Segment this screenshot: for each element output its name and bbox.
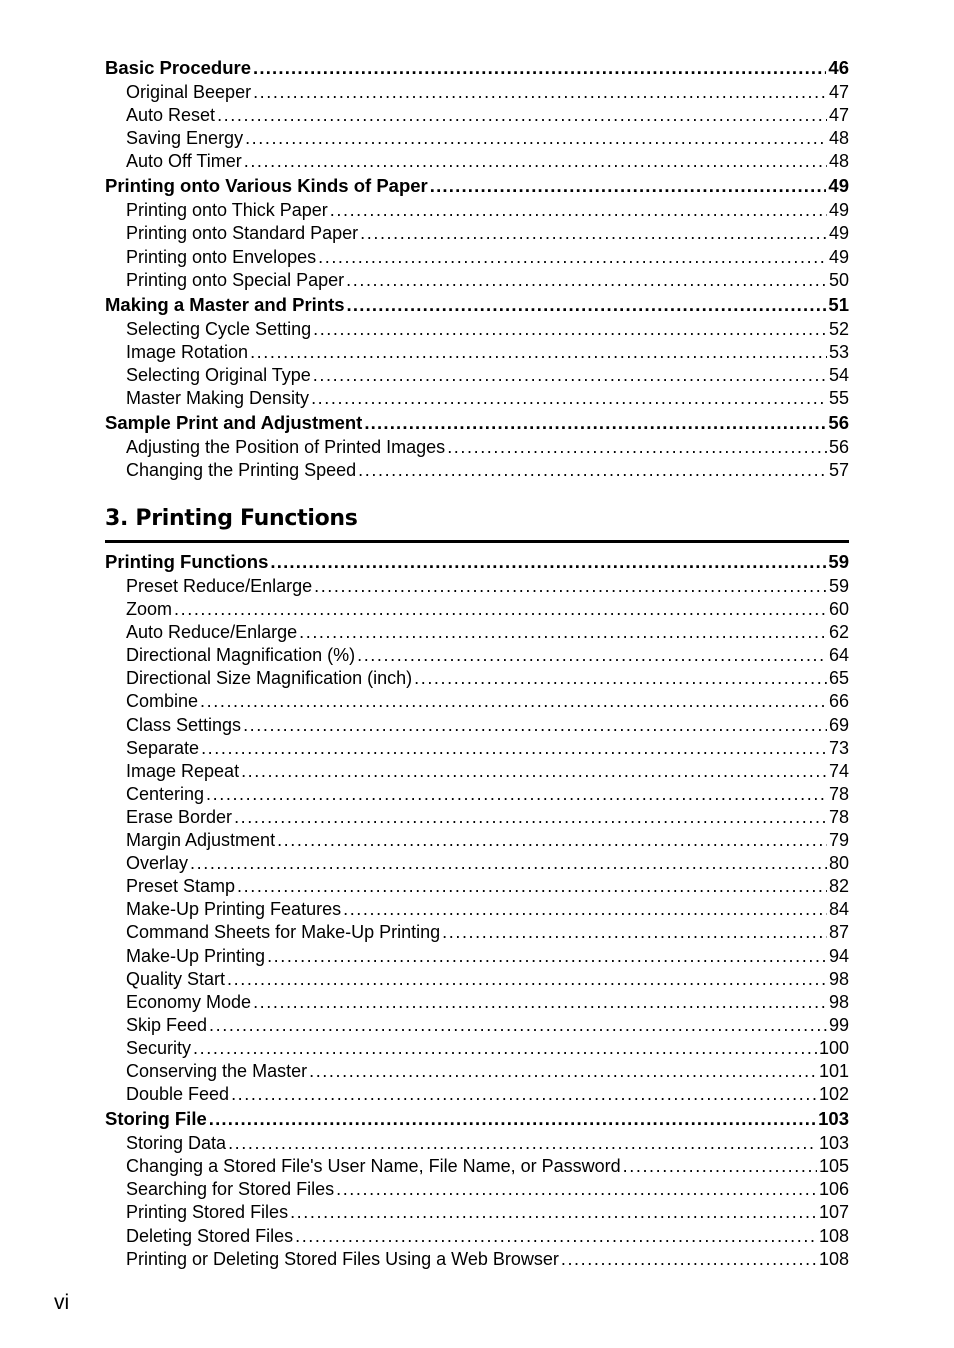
dot-leader [267,945,827,968]
dot-leader [313,364,827,387]
dot-leader [237,875,827,898]
toc-entry-master-making-density[interactable] [105,387,849,410]
toc-entry-command-sheets-for-make-up-printing[interactable] [105,921,849,944]
toc-entry-page: 51 [828,293,849,315]
toc-entry-label: Conserving the Master [126,1060,308,1081]
dot-leader [343,898,827,921]
toc-entry-label: Printing or Deleting Stored Files Using a Web Browser [126,1248,559,1269]
toc-entry-label: Auto Off Timer [126,151,242,172]
dot-leader [253,55,826,81]
toc-entry-economy-mode[interactable] [105,991,849,1014]
toc-entry-label: Directional Size Magnification (inch) [126,668,413,689]
toc-entry-changing-the-printing-speed[interactable] [105,459,849,482]
toc-entry-page: 62 [828,622,849,643]
dot-leader [253,81,827,104]
dot-leader [228,1132,817,1155]
toc-entry-label: Directional Magnification (%) [126,645,356,666]
toc-entry-label: Image Rotation [126,341,249,362]
toc-entry-label: Making a Master and Prints [105,293,345,315]
dot-leader [430,173,827,199]
toc-entry-directional-size-magnification-inch[interactable] [105,667,849,690]
dot-leader [442,921,827,944]
toc-entry-image-repeat[interactable] [105,760,849,783]
toc-entry-page: 49 [828,246,849,267]
dot-leader [299,621,827,644]
toc-entry-page: 74 [828,760,849,781]
toc-entry-label: Printing onto Standard Paper [126,223,359,244]
toc-entry-label: Adjusting the Position of Printed Images [126,437,446,458]
toc-entry-label: Sample Print and Adjustment [105,412,363,434]
toc-entry-label: Printing onto Special Paper [126,269,345,290]
dot-leader [231,1083,817,1106]
toc-entry-overlay[interactable] [105,852,849,875]
toc-entry-label: Auto Reduce/Enlarge [126,622,298,643]
toc-section-basic-operations [105,55,849,482]
toc-entry-page: 79 [828,830,849,851]
toc-entry-page: 99 [828,1014,849,1035]
dot-leader [253,991,827,1014]
toc-entry-page: 47 [828,82,849,102]
dot-leader [277,829,827,852]
toc-entry-label: Storing File [105,1108,207,1130]
dot-leader [309,1060,817,1083]
toc-entry-page: 47 [828,105,849,126]
toc-entry-label: Saving Energy [126,128,244,149]
toc-heading-storing-file[interactable] [105,1106,849,1132]
toc-entry-label: Overlay [126,853,189,874]
dot-leader [623,1155,817,1178]
dot-leader [311,387,827,410]
toc-entry-page: 105 [818,1156,849,1177]
toc-entry-label: Security [126,1037,192,1058]
toc-entry-page: 65 [828,668,849,689]
toc-entry-printing-onto-envelopes[interactable] [105,246,849,269]
toc-entry-label: Make-Up Printing [126,945,266,966]
dot-leader [250,341,827,364]
toc-entry-skip-feed[interactable] [105,1014,849,1037]
toc-entry-page: 57 [828,460,849,481]
toc-entry-page: 49 [828,200,849,221]
dot-leader [241,760,827,783]
toc-entry-preset-reduce-enlarge[interactable] [105,575,849,598]
toc-entry-label: Selecting Cycle Setting [126,318,312,339]
toc-section-printing-functions [105,549,849,1271]
dot-leader [561,1248,817,1271]
dot-leader [358,459,827,482]
toc-entry-page: 107 [818,1202,849,1223]
toc-entry-page: 78 [828,783,849,804]
dot-leader [227,968,827,991]
toc-entry-page: 60 [828,599,849,620]
dot-leader [290,1201,817,1224]
toc-entry-page: 46 [828,57,849,78]
toc-entry-page: 103 [818,1133,849,1154]
toc-entry-searching-for-stored-files[interactable] [105,1178,849,1201]
toc-entry-auto-reset[interactable] [105,104,849,127]
toc-entry-separate[interactable] [105,737,849,760]
toc-entry-label: Erase Border [126,806,233,827]
toc-entry-label: Centering [126,783,205,804]
dot-leader [447,436,827,459]
toc-entry-auto-off-timer[interactable] [105,150,849,173]
toc-entry-make-up-printing[interactable] [105,945,849,968]
dot-leader [295,1225,817,1248]
dot-leader [193,1037,817,1060]
toc-entry-quality-start[interactable] [105,968,849,991]
toc-entry-label: Master Making Density [126,388,310,409]
dot-leader [209,1014,827,1037]
toc-entry-label: Storing Data [126,1133,227,1154]
toc-entry-label: Zoom [126,599,173,620]
dot-leader [217,104,827,127]
dot-leader [414,667,827,690]
dot-leader [200,690,827,713]
toc-entry-label: Image Repeat [126,760,240,781]
toc-entry-image-rotation[interactable] [105,341,849,364]
toc-entry-page: 49 [828,175,849,197]
dot-leader [190,852,827,875]
toc-entry-label: Changing a Stored File's User Name, File Name, or Password [126,1156,621,1177]
toc-entry-page: 87 [828,922,849,943]
toc-heading-printing-onto-various-kinds-of-paper[interactable] [105,173,849,199]
toc-entry-selecting-cycle-setting[interactable] [105,318,849,341]
dot-leader [357,644,827,667]
dot-leader [244,150,827,173]
toc-entry-label: Original Beeper [126,82,252,102]
toc-entry-security[interactable] [105,1037,849,1060]
toc-entry-page: 100 [818,1037,849,1058]
toc-entry-label: Basic Procedure [105,57,252,78]
toc-entry-page: 82 [828,876,849,897]
toc-entry-label: Margin Adjustment [126,830,276,851]
toc-entry-page: 106 [818,1179,849,1200]
toc-entry-printing-or-deleting-stored-files-using-a-web-browser[interactable] [105,1248,849,1271]
toc-entry-page: 69 [828,714,849,735]
toc-entry-saving-energy[interactable] [105,127,849,150]
dot-leader [245,127,827,150]
dot-leader [234,806,827,829]
toc-entry-label: Skip Feed [126,1014,208,1035]
toc-entry-page: 52 [828,318,849,339]
dot-leader [347,292,827,318]
toc-entry-label: Economy Mode [126,991,252,1012]
dot-leader [209,1106,816,1132]
toc-entry-label: Printing Functions [105,551,269,572]
toc-entry-printing-onto-standard-paper[interactable] [105,222,849,245]
toc-entry-class-settings[interactable] [105,714,849,737]
toc-entry-conserving-the-master[interactable] [105,1060,849,1083]
dot-leader [243,714,827,737]
toc-entry-page: 73 [828,737,849,758]
toc-entry-page: 80 [828,853,849,874]
toc-entry-label: Combine [126,691,199,712]
toc-entry-page: 94 [828,945,849,966]
toc-entry-page: 49 [828,223,849,244]
toc-entry-label: Changing the Printing Speed [126,460,357,481]
toc-entry-page: 102 [818,1084,849,1105]
toc-entry-label: Printing Stored Files [126,1202,289,1223]
toc-entry-printing-onto-special-paper[interactable] [105,269,849,292]
dot-leader [201,737,827,760]
toc-entry-make-up-printing-features[interactable] [105,898,849,921]
toc-entry-label: Preset Stamp [126,876,236,897]
chapter-divider [105,540,849,543]
toc-entry-label: Printing onto Various Kinds of Paper [105,175,428,197]
toc-entry-page: 84 [828,899,849,920]
toc-entry-auto-reduce-enlarge[interactable] [105,621,849,644]
toc-entry-page: 108 [818,1225,849,1246]
toc-entry-label: Auto Reset [126,105,216,126]
toc-entry-label: Make-Up Printing Features [126,899,342,920]
chapter-heading: 3. Printing Functions [105,506,358,531]
toc-entry-margin-adjustment[interactable] [105,829,849,852]
toc-entry-label: Printing onto Thick Paper [126,200,328,221]
dot-leader [270,549,826,575]
toc-entry-printing-stored-files[interactable] [105,1201,849,1224]
toc-entry-adjusting-the-position-of-printed-images[interactable] [105,436,849,459]
toc-entry-page: 48 [828,151,849,172]
toc-heading-printing-functions[interactable] [105,549,849,575]
toc-entry-label: Printing onto Envelopes [126,246,317,267]
toc-entry-deleting-stored-files[interactable] [105,1225,849,1248]
toc-heading-making-a-master-and-prints[interactable] [105,292,849,318]
toc-entry-label: Quality Start [126,968,226,989]
toc-heading-basic-procedure[interactable] [105,55,849,81]
toc-entry-page: 78 [828,806,849,827]
toc-entry-page: 108 [818,1248,849,1269]
toc-entry-page: 98 [828,968,849,989]
toc-entry-zoom[interactable] [105,598,849,621]
toc-entry-label: Class Settings [126,714,242,735]
toc-heading-sample-print-and-adjustment[interactable] [105,410,849,436]
toc-entry-printing-onto-thick-paper[interactable] [105,199,849,222]
toc-entry-page: 98 [828,991,849,1012]
toc-entry-double-feed[interactable] [105,1083,849,1106]
toc-entry-page: 59 [828,576,849,596]
toc-entry-changing-a-stored-file-s-user-name-file-name-or-password[interactable] [105,1155,849,1178]
toc-entry-label: Separate [126,737,200,758]
dot-leader [330,199,827,222]
toc-entry-page: 54 [828,364,849,385]
toc-entry-label: Deleting Stored Files [126,1225,294,1246]
dot-leader [206,783,827,806]
toc-entry-directional-magnification[interactable] [105,644,849,667]
toc-entry-page: 55 [828,388,849,409]
toc-entry-erase-border[interactable] [105,806,849,829]
toc-entry-page: 59 [828,551,849,572]
dot-leader [336,1178,817,1201]
dot-leader [314,575,827,598]
dot-leader [313,318,827,341]
page-number: vi [54,1291,70,1314]
toc-entry-page: 56 [828,437,849,458]
dot-leader [174,598,827,621]
toc-entry-label: Searching for Stored Files [126,1179,335,1200]
toc-entry-combine[interactable] [105,690,849,713]
toc-entry-page: 66 [828,691,849,712]
dot-leader [318,246,827,269]
toc-entry-preset-stamp[interactable] [105,875,849,898]
dot-leader [360,222,827,245]
dot-leader [346,269,827,292]
toc-entry-page: 56 [828,412,849,434]
toc-entry-page: 48 [828,128,849,149]
toc-entry-page: 50 [828,269,849,290]
toc-entry-label: Double Feed [126,1084,230,1105]
toc-entry-label: Selecting Original Type [126,364,311,385]
toc-entry-page: 53 [828,341,849,362]
toc-entry-page: 64 [828,645,849,666]
toc-entry-selecting-original-type[interactable] [105,364,849,387]
toc-entry-page: 101 [818,1060,849,1081]
toc-entry-label: Preset Reduce/Enlarge [126,576,313,596]
toc-entry-centering[interactable] [105,783,849,806]
toc-entry-label: Command Sheets for Make-Up Printing [126,922,441,943]
toc-entry-storing-data[interactable] [105,1132,849,1155]
toc-entry-page: 103 [818,1108,849,1130]
toc-entry-original-beeper[interactable] [105,81,849,104]
dot-leader [364,410,826,436]
